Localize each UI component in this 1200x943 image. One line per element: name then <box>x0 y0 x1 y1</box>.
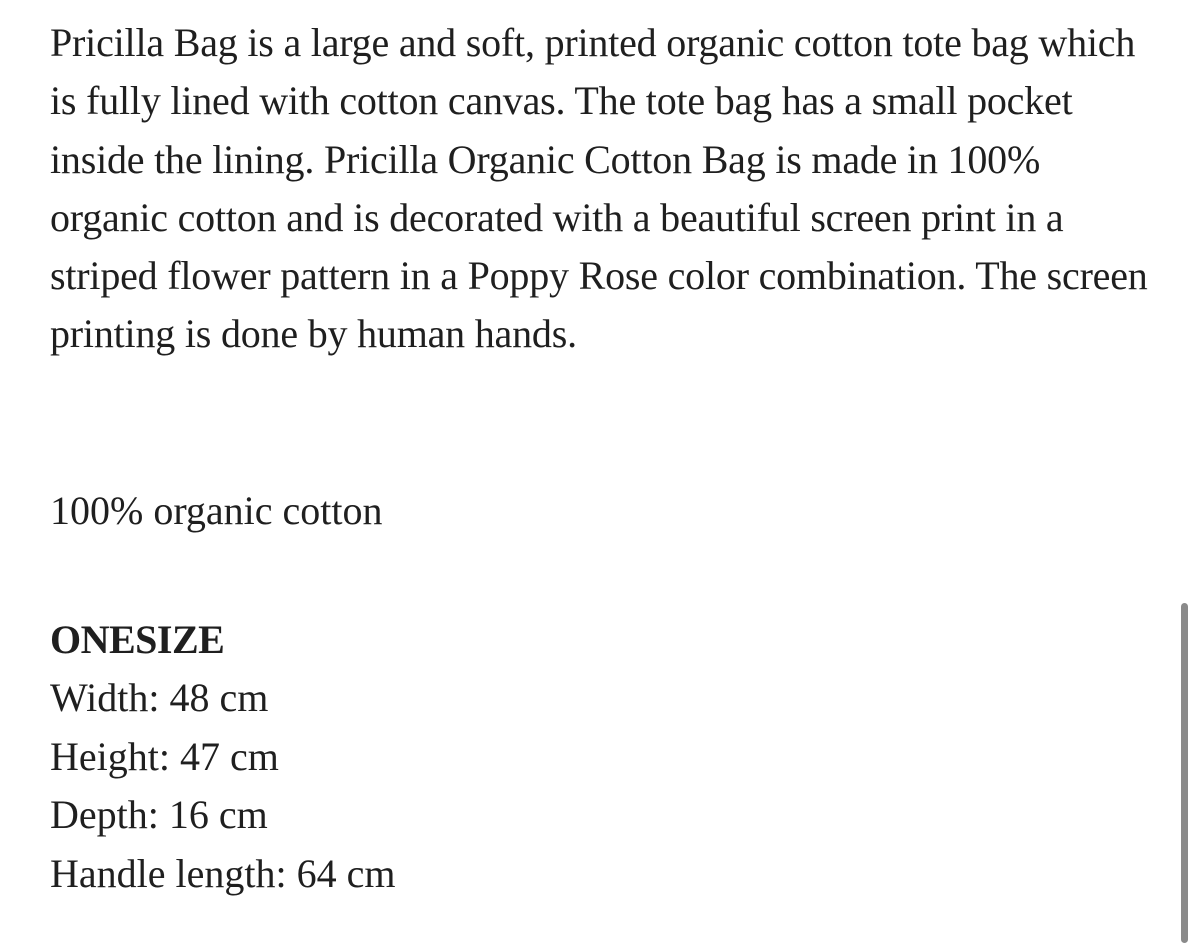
size-depth: Depth: 16 cm <box>50 792 268 838</box>
product-material: 100% organic cotton <box>50 488 383 533</box>
size-height: Height: 47 cm <box>50 733 279 779</box>
product-description: Pricilla Bag is a large and soft, printed organic cotton tote bag which is fully lined with cotton canvas. The tote bag has a small pocket inside the lining. Pricilla Organic Cotton Bag is made in 100% organic cotton and is decorated with a beautiful screen print in a striped flower pattern in a Poppy Rose color combination. The screen printing is done by human hands. <box>50 20 1148 357</box>
size-width: Width: 48 cm <box>50 675 269 720</box>
size-section <box>50 611 395 903</box>
size-handle-length: Handle length: 64 cm <box>50 850 396 896</box>
vertical-scrollbar[interactable] <box>1181 603 1188 943</box>
product-details <box>50 14 1160 896</box>
size-heading: ONESIZE <box>50 617 225 662</box>
